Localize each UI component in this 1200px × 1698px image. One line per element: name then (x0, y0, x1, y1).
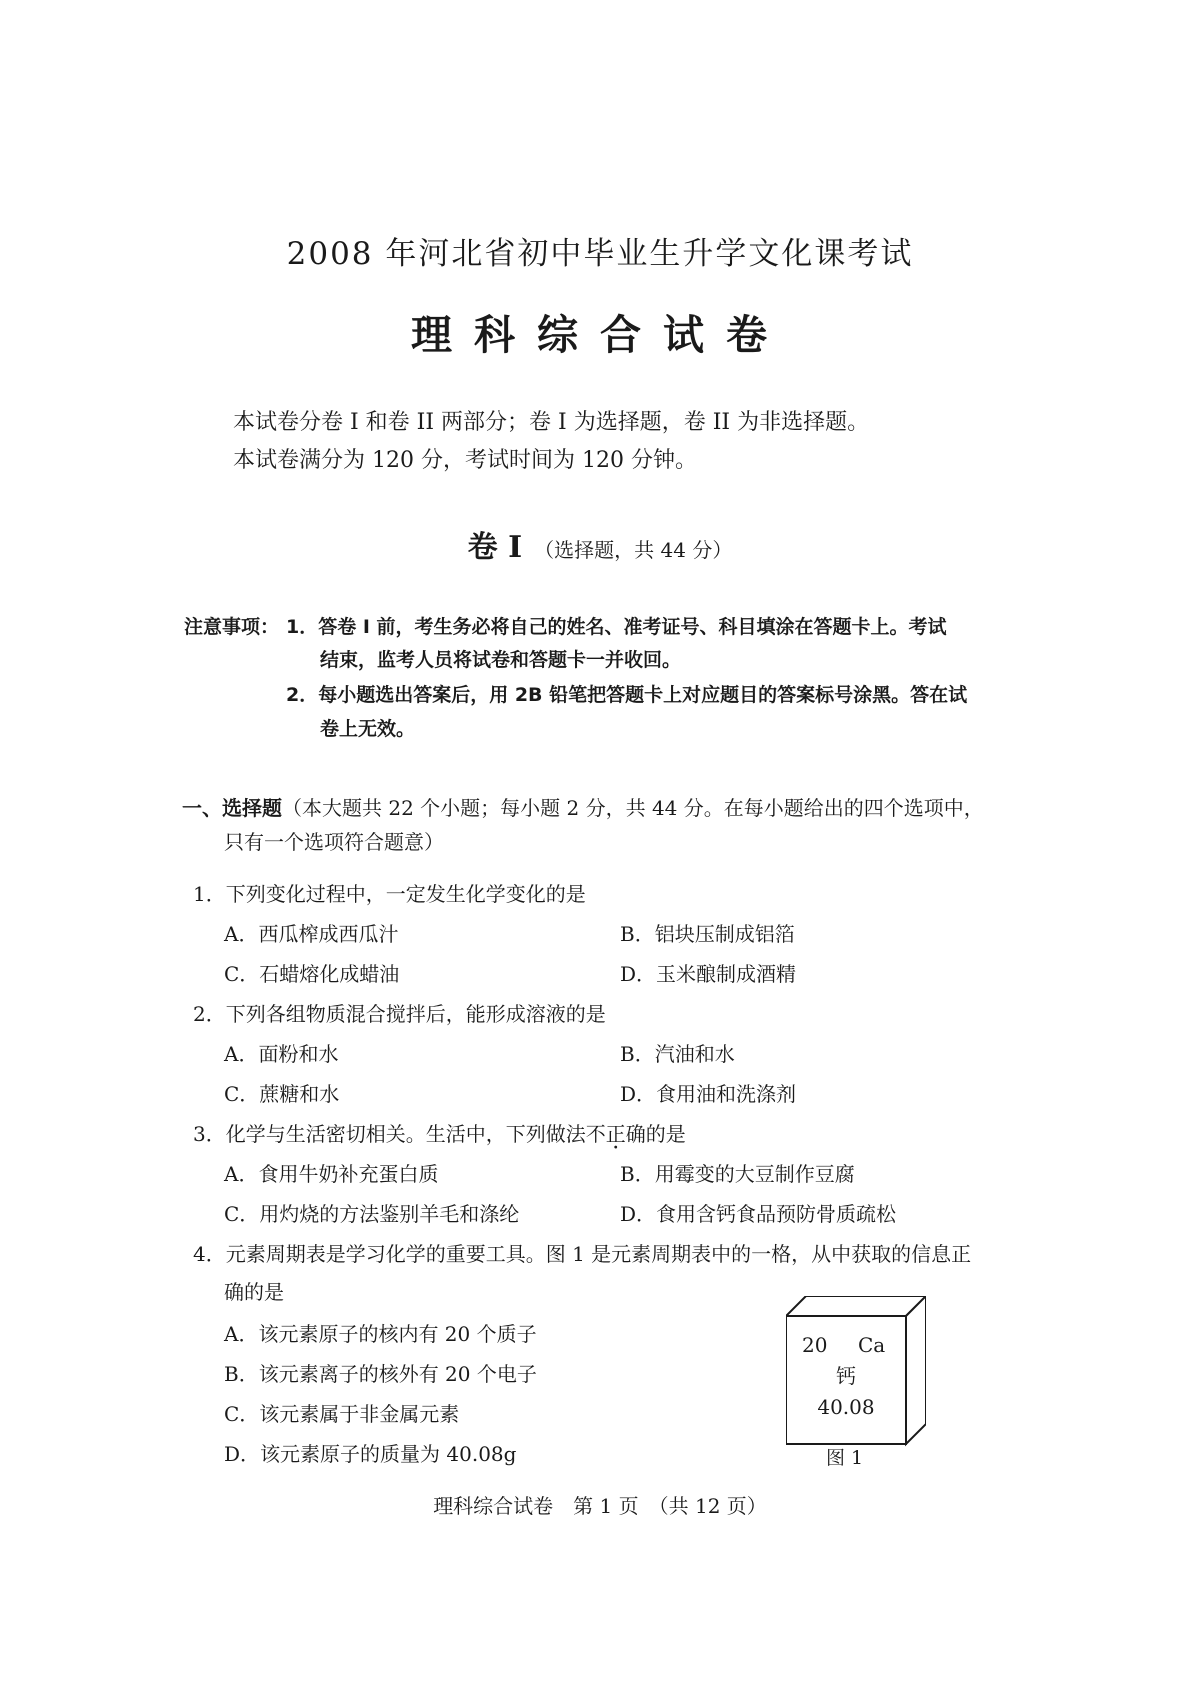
question-4-stem-line-2: 确的是 (224, 1280, 284, 1304)
question-4-option-b: B．该元素离子的核外有 20 个电子 (224, 1362, 537, 1386)
question-1-option-d: D．玉米酿制成酒精 (620, 962, 797, 986)
question-3-option-a: A．食用牛奶补充蛋白质 (224, 1162, 439, 1186)
periodic-table-cell-figure (786, 1296, 926, 1456)
question-3-stem-pre: 3．化学与生活密切相关。生活中，下列做法 (193, 1122, 586, 1146)
question-1-stem: 1．下列变化过程中，一定发生化学变化的是 (193, 882, 586, 906)
intro-line-2: 本试卷满分为 120 分，考试时间为 120 分钟。 (233, 448, 697, 473)
question-3-stem (193, 1118, 686, 1147)
element-name: 钙 (836, 1364, 856, 1388)
notice-item-1-line-1: 1．答卷 I 前，考生务必将自己的姓名、准考证号、科目填涂在答题卡上。考试 (286, 616, 947, 638)
question-3-stem-post: 的是 (645, 1122, 686, 1146)
notice-item-1-line-2: 结束，监考人员将试卷和答题卡一并收回。 (320, 649, 682, 671)
intro-line-1: 本试卷分卷 I 和卷 II 两部分；卷 I 为选择题，卷 II 为非选择题。 (233, 410, 870, 435)
notice-item-2-line-1: 2．每小题选出答案后，用 2B 铅笔把答题卡上对应题目的答案标号涂黑。答在试 (286, 684, 968, 706)
notice-item-2-line-2: 卷上无效。 (320, 718, 416, 740)
question-1-option-a: A．西瓜榨成西瓜汁 (224, 922, 399, 946)
section-desc: （本大题共 22 个小题；每小题 2 分，共 44 分。在每小题给出的四个选项中， (282, 796, 984, 820)
box-top-face (786, 1296, 926, 1316)
atomic-number: 20 (802, 1333, 828, 1357)
figure-caption: 图 1 (826, 1447, 864, 1469)
part-heading (0, 522, 1200, 566)
question-3-emphasis: 不正确 (585, 1122, 646, 1146)
question-3-option-b: B．用霉变的大豆制作豆腐 (620, 1162, 855, 1186)
question-2-option-d: D．食用油和洗涤剂 (620, 1082, 797, 1106)
exam-title: 2008 年河北省初中毕业生升学文化课考试 (286, 236, 914, 272)
section-heading (182, 792, 984, 821)
notice-label: 注意事项： (184, 616, 280, 638)
question-3-option-d: D．食用含钙食品预防骨质疏松 (620, 1202, 897, 1226)
question-4-stem-line-1: 4．元素周期表是学习化学的重要工具。图 1 是元素周期表中的一格，从中获取的信息正 (193, 1242, 972, 1266)
question-4-option-c: C．该元素属于非金属元素 (224, 1402, 460, 1426)
page-footer: 理科综合试卷 第 1 页 （共 12 页） (433, 1494, 767, 1518)
question-1-option-b: B．铝块压制成铝箔 (620, 922, 795, 946)
question-1-option-c: C．石蜡熔化成蜡油 (224, 962, 400, 986)
question-2-option-b: B．汽油和水 (620, 1042, 735, 1066)
atomic-mass: 40.08 (817, 1395, 875, 1419)
section-label: 一、选择题 (182, 796, 282, 820)
part-subtitle: （选择题，共 44 分） (534, 538, 733, 562)
question-4-option-d: D．该元素原子的质量为 40.08g (224, 1442, 517, 1466)
question-2-option-c: C．蔗糖和水 (224, 1082, 340, 1106)
section-desc-line-2: 只有一个选项符合题意） (224, 830, 444, 854)
question-2-option-a: A．面粉和水 (224, 1042, 339, 1066)
part-title: 卷 I (467, 530, 523, 565)
box-side-face (906, 1296, 926, 1444)
question-2-stem: 2．下列各组物质混合搅拌后，能形成溶液的是 (193, 1002, 606, 1026)
question-4-option-a: A．该元素原子的核内有 20 个质子 (224, 1322, 537, 1346)
paper-title: 理科综合试卷 (411, 311, 789, 359)
element-symbol: Ca (858, 1333, 886, 1357)
question-3-option-c: C．用灼烧的方法鉴别羊毛和涤纶 (224, 1202, 520, 1226)
